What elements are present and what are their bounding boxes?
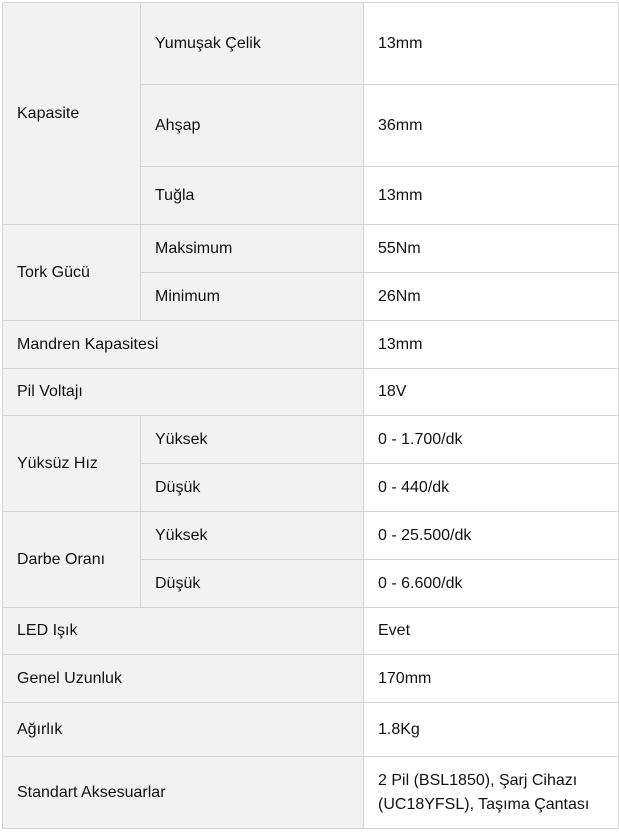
sub-label: Yüksek [141, 512, 364, 560]
sub-label: Yüksek [141, 416, 364, 464]
sub-label: Yumuşak Çelik [141, 3, 364, 85]
cell-value: 13mm [364, 167, 619, 225]
cell-value: Evet [364, 608, 619, 655]
table-row [3, 512, 619, 560]
cell-value: 0 - 440/dk [364, 464, 619, 512]
table-row [3, 703, 619, 757]
row-label-led-light: LED Işık [3, 608, 364, 655]
cell-value: 26Nm [364, 273, 619, 321]
sub-label: Düşük [141, 464, 364, 512]
row-label-standard-accessories: Standart Aksesuarlar [3, 757, 364, 829]
table-row [3, 225, 619, 273]
table-row [3, 321, 619, 369]
row-label-no-load-speed: Yüksüz Hız [3, 416, 141, 512]
sub-label: Minimum [141, 273, 364, 321]
cell-value: 18V [364, 369, 619, 416]
spec-table [2, 2, 619, 829]
cell-value: 1.8Kg [364, 703, 619, 757]
table-row [3, 655, 619, 703]
sub-label: Tuğla [141, 167, 364, 225]
cell-value: 0 - 6.600/dk [364, 560, 619, 608]
cell-value: 0 - 1.700/dk [364, 416, 619, 464]
cell-value: 0 - 25.500/dk [364, 512, 619, 560]
row-label-torque: Tork Gücü [3, 225, 141, 321]
row-label-battery-voltage: Pil Voltajı [3, 369, 364, 416]
sub-label: Maksimum [141, 225, 364, 273]
table-row [3, 369, 619, 416]
cell-value: 13mm [364, 3, 619, 85]
row-label-chuck-capacity: Mandren Kapasitesi [3, 321, 364, 369]
cell-value: 170mm [364, 655, 619, 703]
table-row [3, 608, 619, 655]
table-row [3, 757, 619, 829]
cell-value: 36mm [364, 85, 619, 167]
row-label-impact-rate: Darbe Oranı [3, 512, 141, 608]
table-row [3, 3, 619, 85]
sub-label: Düşük [141, 560, 364, 608]
cell-value: 55Nm [364, 225, 619, 273]
cell-value: 13mm [364, 321, 619, 369]
row-label-weight: Ağırlık [3, 703, 364, 757]
sub-label: Ahşap [141, 85, 364, 167]
cell-value: 2 Pil (BSL1850), Şarj Cihazı (UC18YFSL), Taşıma Çantası [364, 757, 619, 829]
row-label-overall-length: Genel Uzunluk [3, 655, 364, 703]
row-label-capacity: Kapasite [3, 3, 141, 225]
table-row [3, 416, 619, 464]
